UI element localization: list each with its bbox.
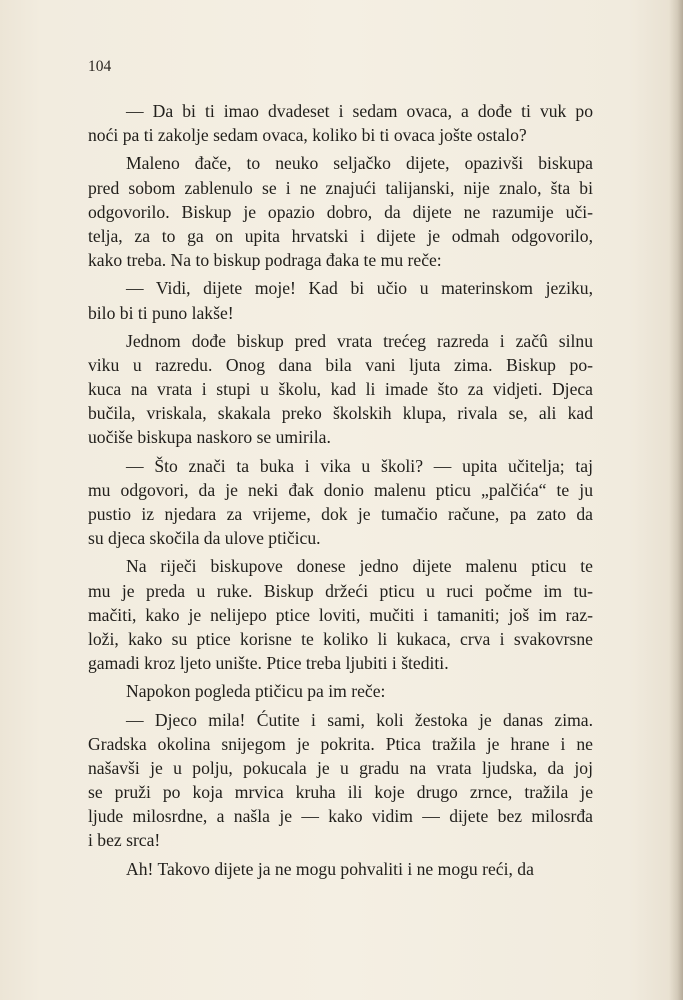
text-line: loži, kako su ptice korisne te koliko li kukaca, crva i svakovrsne [88,628,593,649]
text-line: su djeca skočila da ulove ptičicu. [88,528,321,549]
paragraph [88,857,593,881]
paragraph [88,679,593,703]
text-line: bučila, vriskala, skakala preko školskih klupa, rivala se, ali kad [88,403,593,424]
page-edge-shadow [669,0,683,1000]
text-line: kuca na vrata i stupi u školu, kad li imade što za vidjeti. Djeca [88,379,593,400]
paragraph [88,276,593,324]
text-line: pustio iz njedara za vrijeme, dok je tumačio račune, pa zato da [88,504,593,524]
text-line: ljude milosrdne, a našla je — kako vidim — dijete bez milosrđa [88,806,593,827]
paragraph [88,329,593,450]
text-line: telja, za to ga on upita hrvatski i dijete je odmah odgovorilo, [88,225,593,246]
body-text [88,99,593,885]
text-line: odgovorilo. Biskup je opazio dobro, da dijete ne razumije uči- [88,201,593,222]
text-line: kako treba. Na to biskup podraga đaka te mu reče: [88,250,442,271]
text-line: Ah! Takovo dijete ja ne mogu pohvaliti i ne mogu reći, da [126,858,534,879]
text-line: i bez srca! [88,830,161,851]
text-line: — Djeco mila! Ćutite i sami, koli žestoka je danas zima. [126,709,593,730]
text-line: — Da bi ti imao dvadeset i sedam ovaca, a dođe ti vuk po [126,101,593,121]
page-number: 104 [88,58,112,75]
text-line: Gradska okolina snijegom je pokrita. Ptica tražila je hrane i ne [88,733,593,754]
text-line: gamadi kroz ljeto unište. Ptice treba ljubiti i štediti. [88,653,449,674]
text-line: — Vidi, dijete moje! Kad bi učio u materinskom jeziku, [126,278,593,299]
text-line: se pruži po koja mrvica kruha ili koje drugo zrnce, tražila je [88,782,593,803]
text-line: mačiti, kako je nelijepo ptice loviti, mučiti i tamaniti; još im raz- [88,604,593,625]
text-line: Jednom dođe biskup pred vrata trećeg razreda i začû silnu [126,330,593,351]
text-line: našavši je u polju, pokucala je u gradu na vrata ljudska, da joj [88,757,593,778]
text-line: uočiše biskupa naskoro se umirila. [88,427,331,448]
paragraph [88,99,593,147]
text-line: — Što znači ta buka i vika u školi? — upita učitelja; taj [126,455,593,476]
text-line: Napokon pogleda ptičicu pa im reče: [126,681,386,702]
text-line: Na riječi biskupove donese jedno dijete malenu pticu te [126,556,593,577]
paragraph [88,708,593,853]
text-line: mu je preda u ruke. Biskup držeći pticu u ruci počme im tu- [88,580,593,601]
text-line: viku u razredu. Onog dana bila vani ljuta zima. Biskup po- [88,354,593,375]
paragraph [88,554,593,675]
text-line: Maleno đače, to neuko seljačko dijete, opazivši biskupa [126,153,593,174]
text-line: mu odgovori, da je neki đak donio malenu pticu „palčića“ te ju [88,479,593,500]
paragraph [88,454,593,551]
text-line: bilo bi ti puno lakše! [88,302,234,323]
text-line: noći pa ti zakolje sedam ovaca, koliko bi ti ovaca jošte ostalo? [88,125,527,146]
text-line: pred sobom zablenulo se i ne znajući talijanski, nije znalo, šta bi [88,177,593,198]
paragraph [88,151,593,272]
